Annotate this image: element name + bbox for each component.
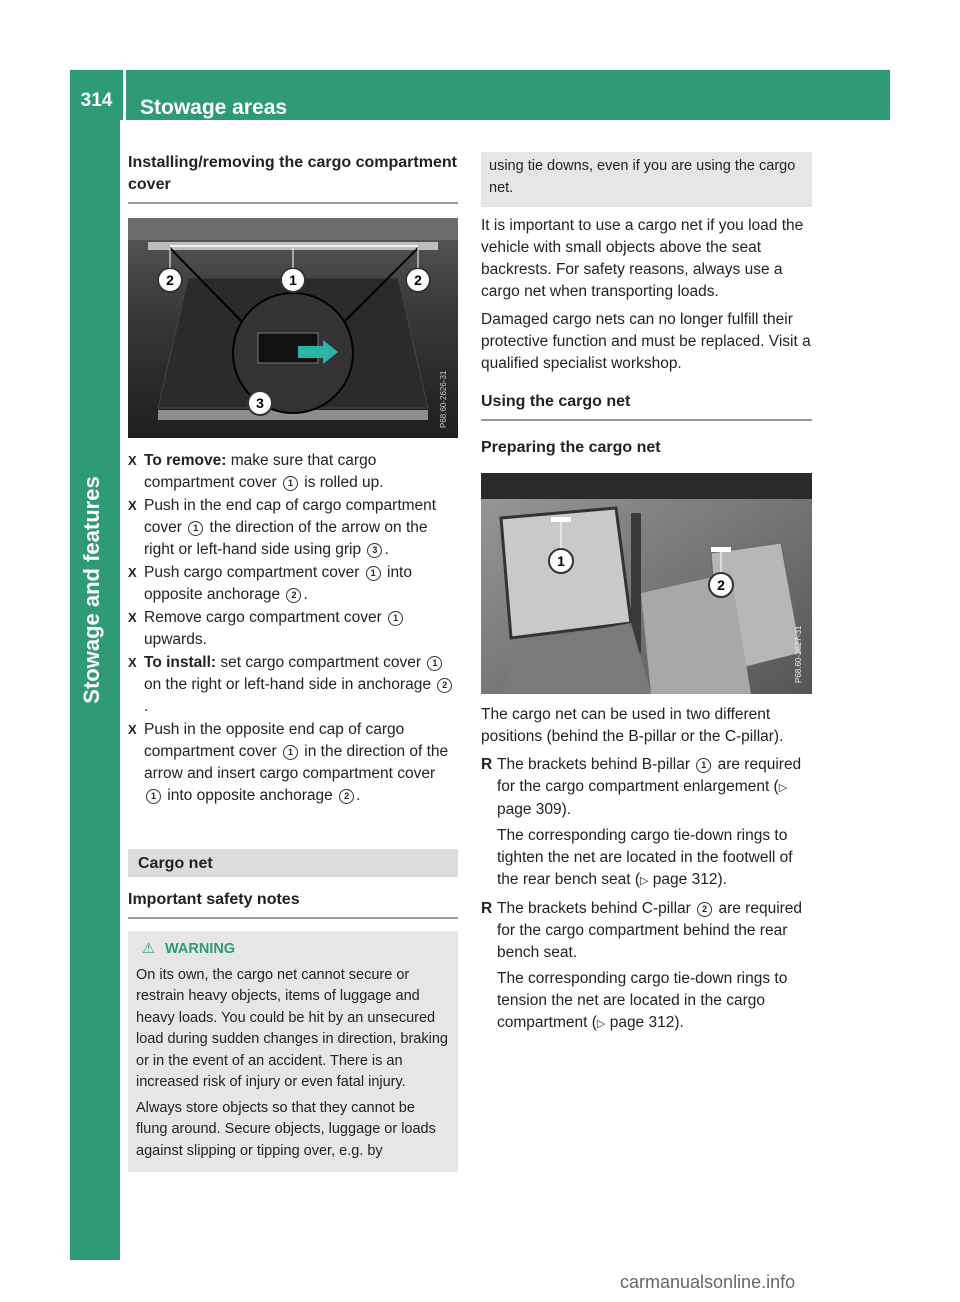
- warning-title: WARNING: [165, 941, 236, 957]
- callout-number: 2: [286, 588, 301, 603]
- warning-text: On its own, the cargo net cannot secure or restrain heavy objects, items of luggage and heavy loads. You could be hit by an unsecured load during sudden changes in direction, braking or in the event of an accident. There is an increased risk of injury or even fatal injury.: [136, 966, 448, 1090]
- callout-2-left: 2: [166, 272, 174, 288]
- cargo-compartment-photo: [128, 218, 458, 438]
- step-item: X Push cargo compartment cover 1 into opposite anchorage 2 .: [128, 562, 458, 606]
- heading-using-cargo-net: Using the cargo net: [481, 391, 812, 421]
- left-column: [128, 152, 458, 1172]
- callout-number: 1: [188, 521, 203, 536]
- section-band-cargo-net: Cargo net: [128, 849, 458, 877]
- warning-box-continued: using tie downs, even if you are using the cargo net.: [481, 152, 812, 207]
- list-item: R The brackets behind B-pillar 1 are required for the cargo compartment enlargement (▷ page 309). The corresponding cargo tie-down rings to tighten the net are located in the footwell of the rear bench seat (▷ page 312).: [481, 754, 812, 892]
- watermark: carmanualsonline.info: [620, 1272, 796, 1292]
- callout-number: 2: [339, 789, 354, 804]
- heading-safety-notes: Important safety notes: [128, 889, 458, 919]
- heading-preparing-cargo-net: Preparing the cargo net: [481, 439, 661, 456]
- callout-1: 1: [557, 553, 565, 569]
- step-item: X Remove cargo compartment cover 1 upwards.: [128, 607, 458, 651]
- figure-code: P68.60-2626-31: [439, 370, 448, 428]
- side-tab-label: Stowage and features: [79, 476, 104, 704]
- callout-number: 1: [283, 745, 298, 760]
- callout-number: 1: [146, 789, 161, 804]
- figure-code: P68.60-2627-31: [794, 625, 803, 683]
- callout-number: 2: [437, 678, 452, 693]
- page-reference-icon: ▷: [640, 875, 649, 887]
- list-item-text: The brackets behind C-pillar 2 are required for the cargo compartment behind the rear bench seat.: [497, 900, 803, 961]
- list-item-text: The brackets behind B-pillar 1 are required for the cargo compartment enlargement (▷ page 309).: [497, 756, 802, 818]
- callout-number: 3: [367, 543, 382, 558]
- warning-triangle-icon: ⚠: [142, 941, 155, 957]
- cover-steps: [128, 450, 458, 807]
- bracket-list: [481, 754, 812, 1035]
- paragraph: The cargo net can be used in two different positions (behind the B-pillar or the C-pillar).: [481, 706, 784, 745]
- warning-box: [128, 931, 458, 1172]
- right-column: [481, 152, 812, 1041]
- vehicle-interior-photo: [481, 473, 812, 694]
- figure-cargo-net: [481, 473, 812, 694]
- warning-text: Always store objects so that they cannot be flung around. Secure objects, luggage or loads against slipping or tipping over, e.g. by: [136, 1099, 436, 1159]
- step-item: X To install: set cargo compartment cover 1 on the right or left-hand side in anchorage 2.: [128, 652, 458, 718]
- step-item: X Push in the end cap of cargo compartment cover 1 the direction of the arrow on the right or left-hand side using grip 3 .: [128, 495, 458, 561]
- heading-cargo-cover: Installing/removing the cargo compartment cover: [128, 152, 458, 204]
- callout-number: 1: [427, 656, 442, 671]
- callout-number: 1: [366, 566, 381, 581]
- callout-2-right: 2: [414, 272, 422, 288]
- step-item: X To remove: make sure that cargo compartment cover 1 is rolled up.: [128, 450, 458, 494]
- page-number: 314: [70, 70, 126, 120]
- paragraph: It is important to use a cargo net if you load the vehicle with small objects above the seat backrests. For safety reasons, always use a cargo net when transporting loads.: [481, 217, 804, 300]
- page-reference-icon: ▷: [596, 1018, 606, 1030]
- callout-number: 1: [696, 758, 711, 773]
- figure-cargo-cover: [128, 218, 458, 438]
- callout-number: 1: [283, 476, 298, 491]
- callout-1: 1: [289, 272, 297, 288]
- callout-number: 2: [697, 902, 712, 917]
- warning-heading: [142, 939, 450, 961]
- callout-2: 2: [717, 577, 725, 593]
- list-item: R The brackets behind C-pillar 2 are required for the cargo compartment behind the rear bench seat. The corresponding cargo tie-down rings to tension the net are located in the cargo compartment (▷ page 312).: [481, 898, 812, 1035]
- page-reference-icon: ▷: [778, 782, 788, 794]
- list-item-subtext: The corresponding cargo tie-down rings to tighten the net are located in the footwell of the rear bench seat (▷ page 312).: [497, 827, 793, 888]
- step-item: X Push in the opposite end cap of cargo compartment cover 1 in the direction of the arrow and insert cargo compartment cover 1 into opposite anchorage 2 .: [128, 719, 458, 807]
- callout-number: 1: [388, 611, 403, 626]
- paragraph: Damaged cargo nets can no longer fulfill their protective function and must be replaced. Visit a qualified specialist workshop.: [481, 311, 811, 372]
- callout-3: 3: [256, 395, 264, 411]
- section-title: Stowage areas: [140, 96, 288, 119]
- list-item-subtext: The corresponding cargo tie-down rings to tension the net are located in the cargo compartment (▷ page 312).: [497, 970, 788, 1031]
